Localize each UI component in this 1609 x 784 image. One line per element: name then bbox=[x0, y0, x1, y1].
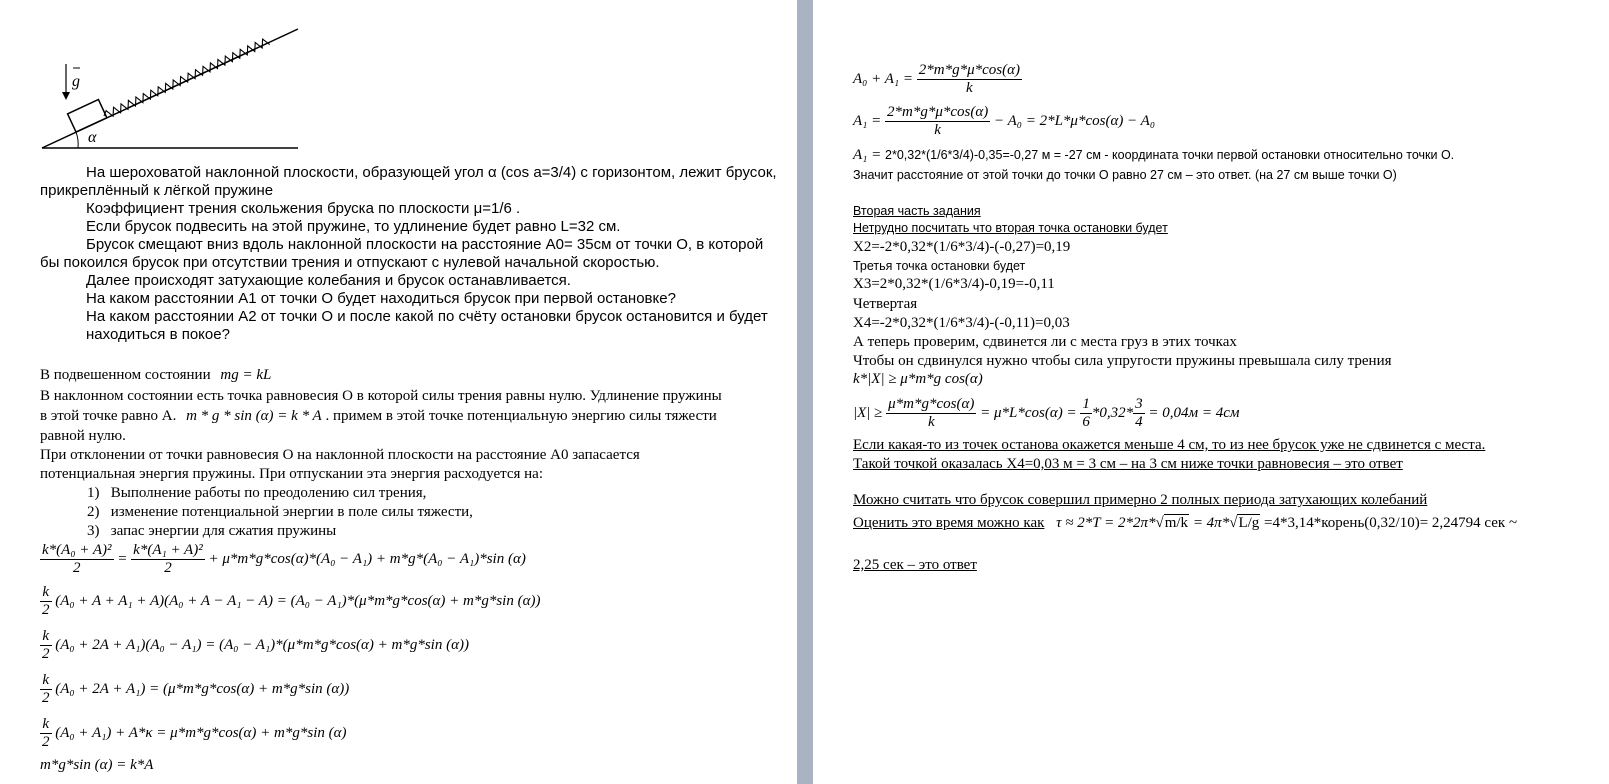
x2-line: X2=-2*0,32*(1/6*3/4)-(-0,27)=0,19 bbox=[853, 239, 1071, 255]
equation-energy: $\frac{\text{k*(A₀ + A)²}}{2}$ = $\frac{\text{k*(A₁ + A)²}}{2}$ + μ*m*g*cos(α)*(A₀ − A₁) + m*g*(A₀ − A₁)*sin (α) bbox=[42, 542, 526, 576]
incline-state-line-1: В наклонном состоянии есть точка равновесия О в которой силы трения равны нулю. Удлинение пружины bbox=[40, 388, 722, 404]
deviation-line-2: потенциальная энергия пружины. При отпускании эта энергия расходуется на: bbox=[40, 466, 543, 482]
answer-1-line: Значит расстояние от этой точки до точки О равно 27 см – это ответ. (на 27 см выше точки О) bbox=[853, 168, 1397, 182]
r2-denominator: k bbox=[934, 122, 941, 138]
incline-text: в этой точке равно А. bbox=[40, 408, 177, 424]
list-item: 1) Выполнение работы по преодолению сил трения, bbox=[87, 485, 427, 501]
part2-title: Вторая часть задания bbox=[853, 204, 981, 218]
sqrt-l-g-value: L/g bbox=[1238, 515, 1260, 531]
part2-subtitle: Нетрудно посчитать что вторая точка остановки будет bbox=[853, 221, 1168, 235]
equation-2 bbox=[40, 584, 540, 619]
eq1-left-numerator: k*(A₀ + A)² bbox=[42, 542, 112, 558]
answer-2-line: Такой точкой оказалась Х4=0,03 м = 3 см – на 3 см ниже точки равновесия – это ответ bbox=[853, 456, 1403, 472]
ineq2-mid: = μ*L*cos(α) = bbox=[980, 404, 1077, 421]
eq1-left-denominator: 2 bbox=[73, 560, 81, 576]
half-numerator: k bbox=[40, 716, 52, 734]
problem-line: На каком расстоянии А1 от точки О будет находиться брусок при первой остановке? bbox=[86, 290, 676, 307]
problem-line: На каком расстоянии А2 от точки О и после какой по счёту остановки брусок остановится и будет находиться в покое? bbox=[86, 308, 768, 343]
r1-numerator: 2*m*g*μ*cos(α) bbox=[918, 62, 1020, 78]
eq4-body: (A₀ + 2A + A₁) = (μ*m*g*cos(α) + m*g*sin (α)) bbox=[55, 680, 350, 697]
incline-text-cont: . примем в этой точке потенциальную энергию силы тяжести bbox=[325, 408, 717, 424]
inequality-1: k*|X| ≥ μ*m*g cos(α) bbox=[853, 371, 983, 387]
a1-value-line bbox=[853, 148, 1454, 163]
ineq2-f1-denominator: 6 bbox=[1082, 414, 1090, 430]
equilibrium-formula: m * g * sin (α) = k * A bbox=[186, 408, 322, 424]
document-page-right bbox=[813, 0, 1609, 784]
x3-line: X3=2*0,32*(1/6*3/4)-0,19=-0,11 bbox=[853, 276, 1055, 292]
estimate-result: =4*3,14*корень(0,32/10)= 2,24794 сек ~ bbox=[1264, 515, 1518, 531]
eq1-rest: + μ*m*g*cos(α)*(A₀ − A₁) + m*g*(A₀ − A₁)*sin (α) bbox=[208, 550, 526, 567]
eq5-body: (A₀ + A₁) + A*κ = μ*m*g*cos(α) + m*g*sin (α) bbox=[55, 724, 347, 741]
answer-3-line: 2,25 сек – это ответ bbox=[853, 557, 977, 573]
eq1-right-numerator: k*(A₁ + A)² bbox=[133, 542, 203, 558]
suspended-state-line bbox=[40, 366, 271, 385]
problem-line: Далее происходят затухающие колебания и брусок останавливается. bbox=[86, 272, 571, 289]
incline-state-line-3: равной нулю. bbox=[40, 428, 126, 444]
suspended-text: В подвешенном состоянии bbox=[40, 367, 211, 383]
document-page-left bbox=[0, 0, 797, 784]
equation-3 bbox=[40, 628, 469, 663]
ineq2-f2-numerator: 3 bbox=[1135, 396, 1143, 412]
r1-lhs: A₀ + A₁ = bbox=[853, 70, 913, 87]
r2-lhs: A₁ = bbox=[853, 112, 882, 129]
problem-statement bbox=[40, 164, 780, 344]
estimate-text: Оценить это время можно как bbox=[853, 515, 1045, 531]
angle-label: α bbox=[88, 129, 97, 146]
sqrt-m-k: √m/k bbox=[1155, 515, 1189, 531]
r3-text: 2*0,32*(1/6*3/4)-0,35=-0,27 м = -27 см - координата точки первой остановки относительно точки О. bbox=[885, 148, 1455, 162]
incline-state-line-2 bbox=[40, 407, 717, 426]
estimate-formula: τ ≈ 2*T = 2*2π* bbox=[1056, 515, 1156, 531]
incline-diagram bbox=[36, 24, 306, 156]
equation-4 bbox=[40, 672, 349, 707]
half-numerator: k bbox=[40, 628, 52, 646]
half-denominator: 2 bbox=[42, 602, 50, 618]
half-numerator: k bbox=[40, 584, 52, 602]
equation-5 bbox=[40, 716, 346, 751]
deviation-line-1: При отклонении от точки равновесия О на наклонной плоскости на расстояние А0 запасается bbox=[40, 447, 640, 463]
half-denominator: 2 bbox=[42, 690, 50, 706]
formula-a0-a1 bbox=[853, 62, 1022, 97]
eq1-right-denominator: 2 bbox=[164, 560, 172, 576]
eq3-body: (A₀ + 2A + A₁)(A₀ − A₁) = (A₀ − A₁)*(μ*m*g*cos(α) + m*g*sin (α)) bbox=[55, 636, 469, 653]
ineq2-lhs: |X| ≥ bbox=[853, 404, 883, 421]
third-stop-line: Третья точка остановки будет bbox=[853, 259, 1026, 273]
time-estimate-line bbox=[853, 514, 1517, 533]
suspended-formula: mg = kL bbox=[220, 367, 272, 383]
half-denominator: 2 bbox=[42, 646, 50, 662]
sqrt-l-g: √L/g bbox=[1229, 515, 1260, 531]
formula-a1 bbox=[853, 104, 1155, 139]
problem-line: Коэффициент трения скольжения бруска по плоскости μ=1/6 . bbox=[86, 200, 521, 217]
eq2-body: (A₀ + A + A₁ + A)(A₀ + A − A₁ − A) = (A₀ − A₁)*(μ*m*g*cos(α) + m*g*sin (α)) bbox=[55, 592, 541, 609]
half-denominator: 2 bbox=[42, 734, 50, 750]
list-item: 3) запас энергии для сжатия пружины bbox=[87, 523, 337, 539]
r1-denominator: k bbox=[966, 80, 973, 96]
estimate-mid: = 4π* bbox=[1192, 515, 1230, 531]
ineq2-f2-denominator: 4 bbox=[1135, 414, 1143, 430]
r3-lhs: A₁ = bbox=[853, 147, 885, 163]
gravity-label: g bbox=[72, 73, 80, 90]
sqrt-m-k-value: m/k bbox=[1164, 515, 1189, 531]
problem-line: Если брусок подвесить на этой пружине, то удлинение будет равно L=32 см. bbox=[86, 218, 621, 235]
check-line: А теперь проверим, сдвинется ли с места груз в этих точках bbox=[853, 334, 1237, 350]
ineq2-denominator: k bbox=[927, 414, 935, 430]
ineq2-mid2: *0,32* bbox=[1091, 404, 1134, 421]
problem-line: На шероховатой наклонной плоскости, образующей угол α (cos a=3/4) с горизонтом, лежит брусок, прикреплённый к лёгкой пружине bbox=[40, 164, 777, 199]
problem-line: Брусок смещают вниз вдоль наклонной плоскости на расстояние А0= 35см от точки О, в которой бы покоился брусок при отсутствии трения и отпускают с нулевой начальной скоростью. bbox=[40, 236, 764, 271]
move-condition-line: Чтобы он сдвинулся нужно чтобы сила упругости пружины превышала силу трения bbox=[853, 353, 1392, 369]
ineq2-end: = 0,04м = 4см bbox=[1148, 404, 1240, 421]
r2-rest: − A₀ = 2*L*μ*cos(α) − A₀ bbox=[993, 112, 1156, 129]
fourth-stop-line: Четвертая bbox=[853, 296, 918, 312]
inequality-2 bbox=[853, 396, 1239, 431]
half-numerator: k bbox=[40, 672, 52, 690]
ineq2-numerator: μ*m*g*cos(α) bbox=[888, 396, 975, 412]
equation-6: m*g*sin (α) = k*A bbox=[40, 757, 154, 773]
periods-line: Можно считать что брусок совершил примерно 2 полных периода затухающих колебаний bbox=[853, 492, 1428, 508]
no-move-line: Если какая-то из точек останова окажется меньше 4 см, то из нее брусок уже не сдвинется с места. bbox=[853, 437, 1486, 453]
r2-numerator: 2*m*g*μ*cos(α) bbox=[887, 104, 989, 120]
ineq2-f1-numerator: 1 bbox=[1082, 396, 1090, 412]
x4-line: X4=-2*0,32*(1/6*3/4)-(-0,11)=0,03 bbox=[853, 315, 1070, 331]
list-item: 2) изменение потенциальной энергии в поле силы тяжести, bbox=[87, 504, 473, 520]
